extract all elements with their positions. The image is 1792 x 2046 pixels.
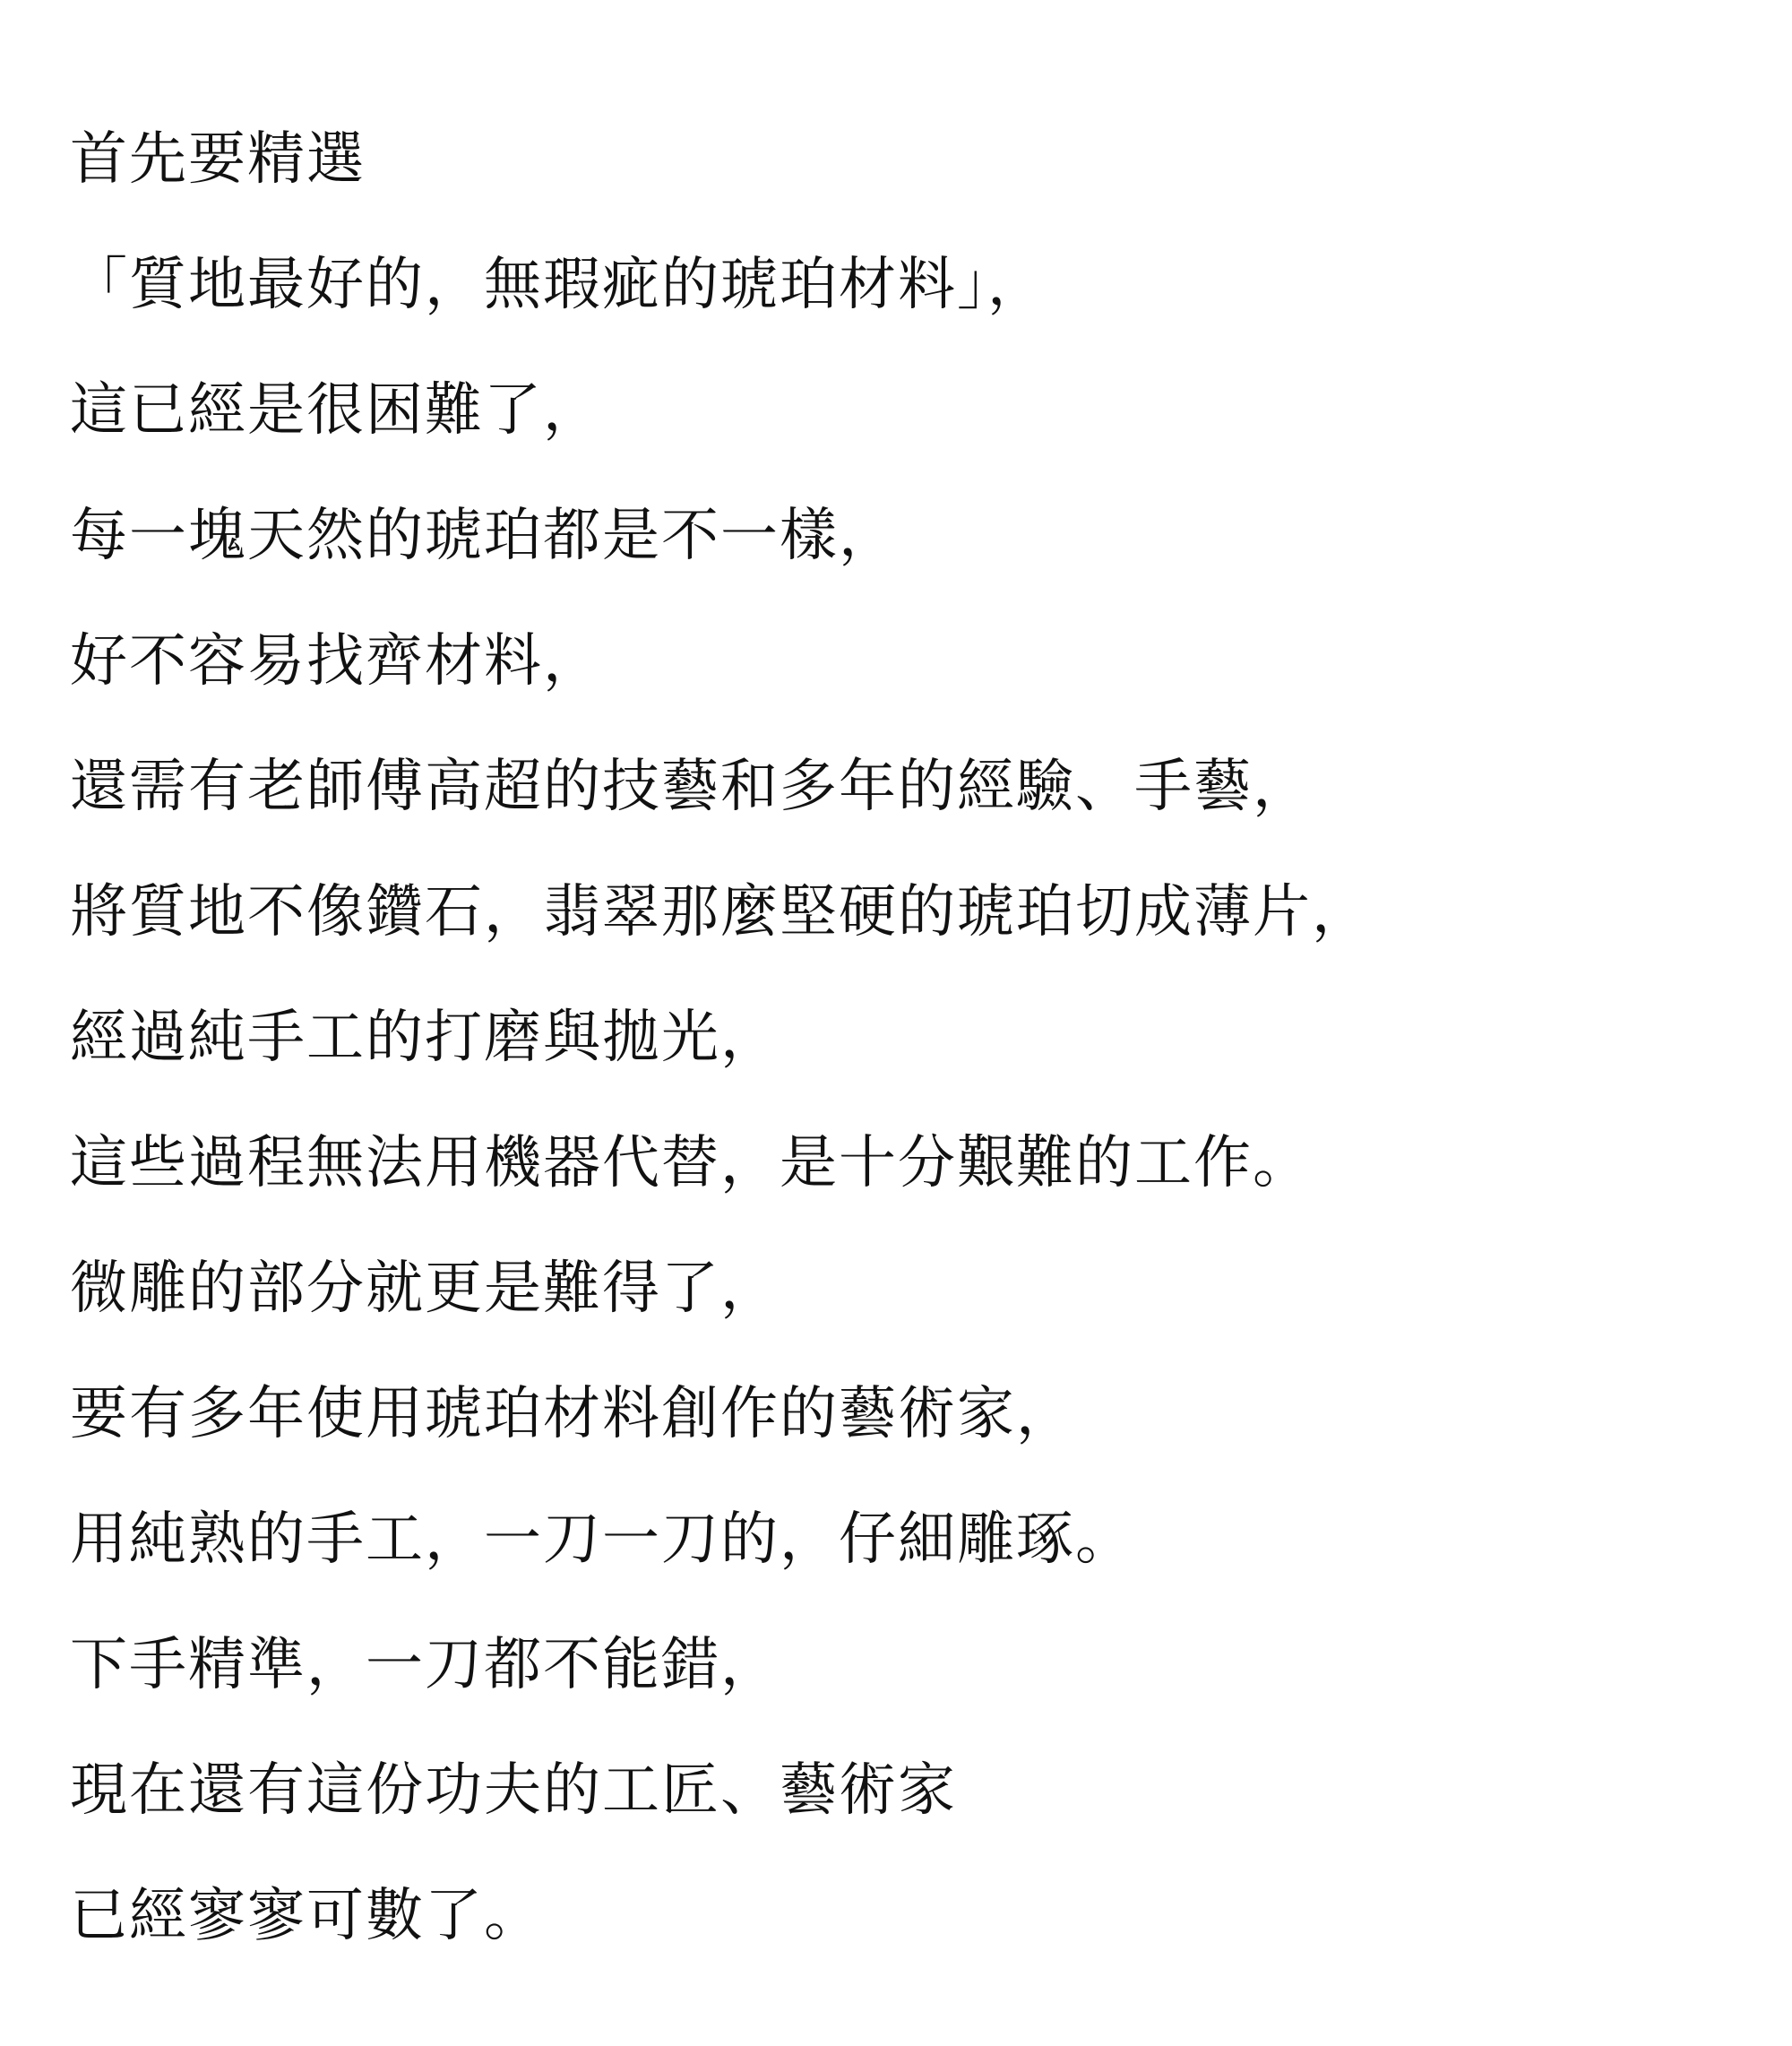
text-line: 經過純手工的打磨與拋光，: [70, 1005, 780, 1071]
text-line: 微雕的部分就更是難得了，: [70, 1256, 780, 1322]
text-line: 將質地不像鑽石，翡翠那麼堅硬的琥珀切成薄片，: [70, 879, 1371, 945]
text-line: 每一塊天然的琥珀都是不一樣，: [70, 503, 898, 569]
text-line: 還需有老師傅高超的技藝和多年的經驗、手藝，: [70, 754, 1312, 820]
text-line: 要有多年使用琥珀材料創作的藝術家，: [70, 1381, 1075, 1447]
text-line: 首先要精選: [70, 126, 366, 193]
text-line: 下手精準，一刀都不能錯，: [70, 1632, 780, 1698]
text-line: 這些過程無法用機器代替，是十分艱難的工作。: [70, 1130, 1312, 1196]
text-line: 現在還有這份功夫的工匠、藝術家: [70, 1757, 957, 1824]
document-body: [70, 97, 1772, 1979]
text-line: 「質地最好的，無瑕疵的琥珀材料」，: [70, 252, 1047, 318]
text-line: 好不容易找齊材料，: [70, 628, 602, 695]
text-line: 用純熟的手工，一刀一刀的，仔細雕琢。: [70, 1506, 1134, 1573]
text-line: 這已經是很困難了，: [70, 377, 602, 444]
text-line: 已經寥寥可數了。: [70, 1883, 543, 1949]
